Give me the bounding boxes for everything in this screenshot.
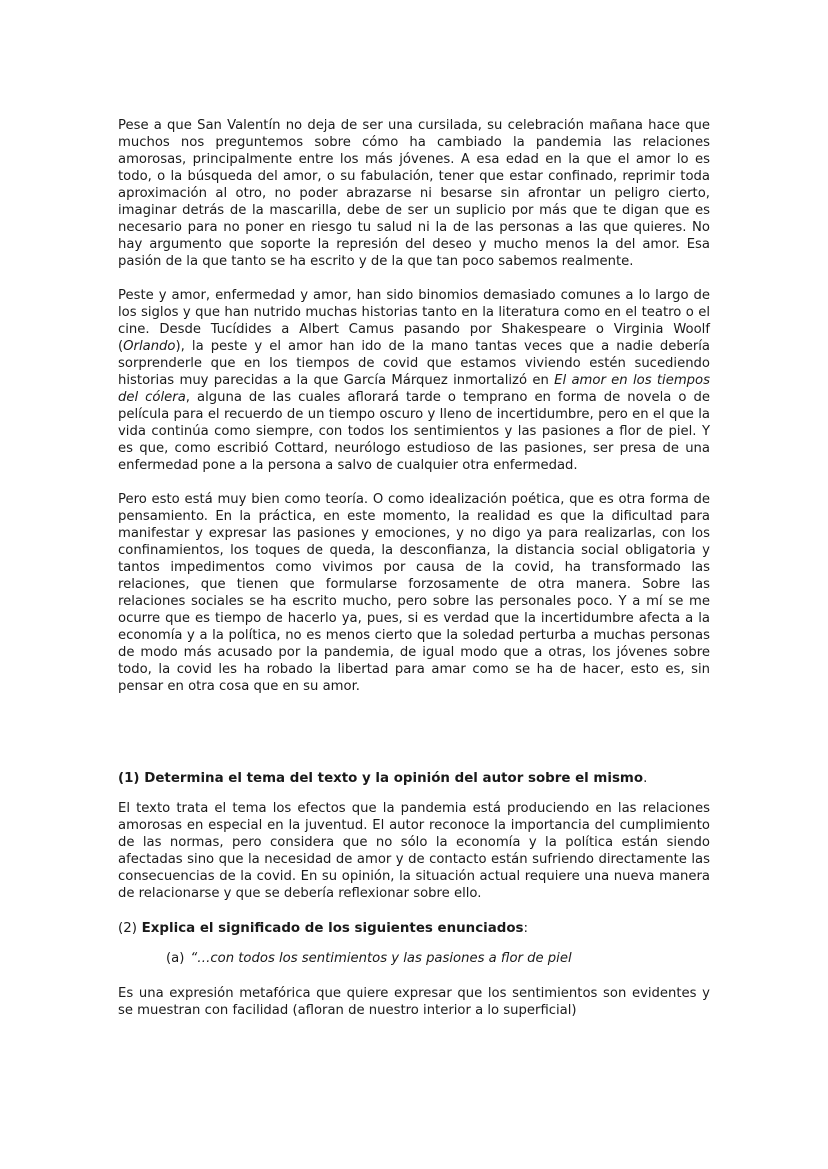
subquestion-a-label: (a) [166,951,185,966]
text-segment: Pese a que San Valentín no deja de ser una cursilada, su celebración mañana hace que muchos nos preguntemos sobre cómo ha cambiado la pandemia las relaciones amorosas, principalmente entre los más jóvenes. A esa edad en la que el amor lo es todo, o la búsqueda del amor, o su fabulación, tener que estar confinado, reprimir toda aproximación al otro, no poder abrazarse ni besarse sin afrontar un peligro cierto, imaginar detrás de la mascarilla, debe de ser un suplicio por más que te digan que es necesario para no poner en riesgo tu salud ni la de las personas a las que quieres. No hay argumento que soporte la represión del deseo y mucho menos la del amor. Esa pasión de la que tanto se ha escrito y de la que tan poco sabemos realmente. [118,118,710,269]
subquestion-a-text: “…con todos los sentimientos y las pasiones a flor de piel [190,951,572,966]
question-2-num-close: ) [131,921,137,936]
paragraph-3 [118,491,710,695]
italic-title: Orlando [123,339,176,354]
question-1 [118,770,710,787]
text-segment: ), la peste y el amor han ido de la mano tantas veces que a nadie debería sorprenderle que en los tiempos de covid que estamos viviendo estén sucediendo historias muy parecidas a la que García Márquez inmortalizó en [118,339,710,388]
question-2-end: : [523,921,529,936]
text-segment: Peste y amor, enfermedad y amor, han sido binomios demasiado comunes a lo largo de los siglos y que han nutrido muchas historias tanto en la literatura como en el teatro o el cine. Desde Tucídides a Albert Camus pasando por Shakespeare o Virginia Woolf ( [118,288,710,354]
question-1-label: (1) Determina el tema del texto y la opinión del autor sobre el mismo [118,771,644,786]
document-page [118,117,710,1037]
paragraph-1 [118,117,710,270]
question-2-num-open: (2 [118,921,132,936]
answer-1: El texto trata el tema los efectos que la pandemia está produciendo en las relaciones amorosas en especial en la juventud. El autor reconoce la importancia del cumplimiento de las normas, pero considera que no sólo la economía y la política están siendo afectadas sino que la necesidad de amor y de contacto están sufriendo directamente las consecuencias de la covid. En su opinión, la situación actual requiere una nueva manera de relacionarse y que se debería reflexionar sobre ello. [118,801,710,901]
question-2 [118,920,710,937]
text-segment: Pero esto está muy bien como teoría. O como idealización poética, que es otra forma de pensamiento. En la práctica, en este momento, la realidad es que la dificultad para manifestar y expresar las pasiones y emociones, y no digo ya para realizarlas, con los confinamientos, los toques de queda, la desconfianza, la distancia social obligatoria y tantos impedimentos como vivimos por causa de la covid, ha transformado las relaciones, que tienen que formularse forzosamente de otra manera. Sobre las relaciones sociales se ha escrito mucho, pero sobre las personales poco. Y a mí se me ocurre que es tiempo de hacerlo ya, pues, si es verdad que la incertidumbre afecta a la economía y a la política, no es menos cierto que la soledad perturba a muchas personas de modo más acusado por la pandemia, de igual modo que a otras, los jóvenes sobre todo, la covid les ha robado la libertad para amar como se ha de hacer, esto es, sin pensar en otra cosa que en su amor. [118,492,710,694]
spacer [118,712,710,770]
question-2-label: Explica el significado de los siguientes enunciados [136,921,524,936]
answer-2: Es una expresión metafórica que quiere expresar que los sentimientos son evidentes y se muestran con facilidad (afloran de nuestro interior a lo superficial) [118,986,710,1018]
italic-title: El amor en los tiempos del cólera [118,373,710,405]
subquestion-a [166,950,710,967]
text-segment: , alguna de las cuales aflorará tarde o temprano en forma de novela o de película para el recuerdo de un tiempo oscuro y lleno de incertidumbre, pero en el que la vida continúa como siempre, con todos los sentimientos y las pasiones a flor de piel. Y es que, como escribió Cottard, neurólogo estudioso de las pasiones, ser presa de una enfermedad pone a la persona a salvo de cualquier otra enfermedad. [118,390,710,473]
paragraph-2 [118,287,710,474]
question-1-end: . [643,771,648,786]
